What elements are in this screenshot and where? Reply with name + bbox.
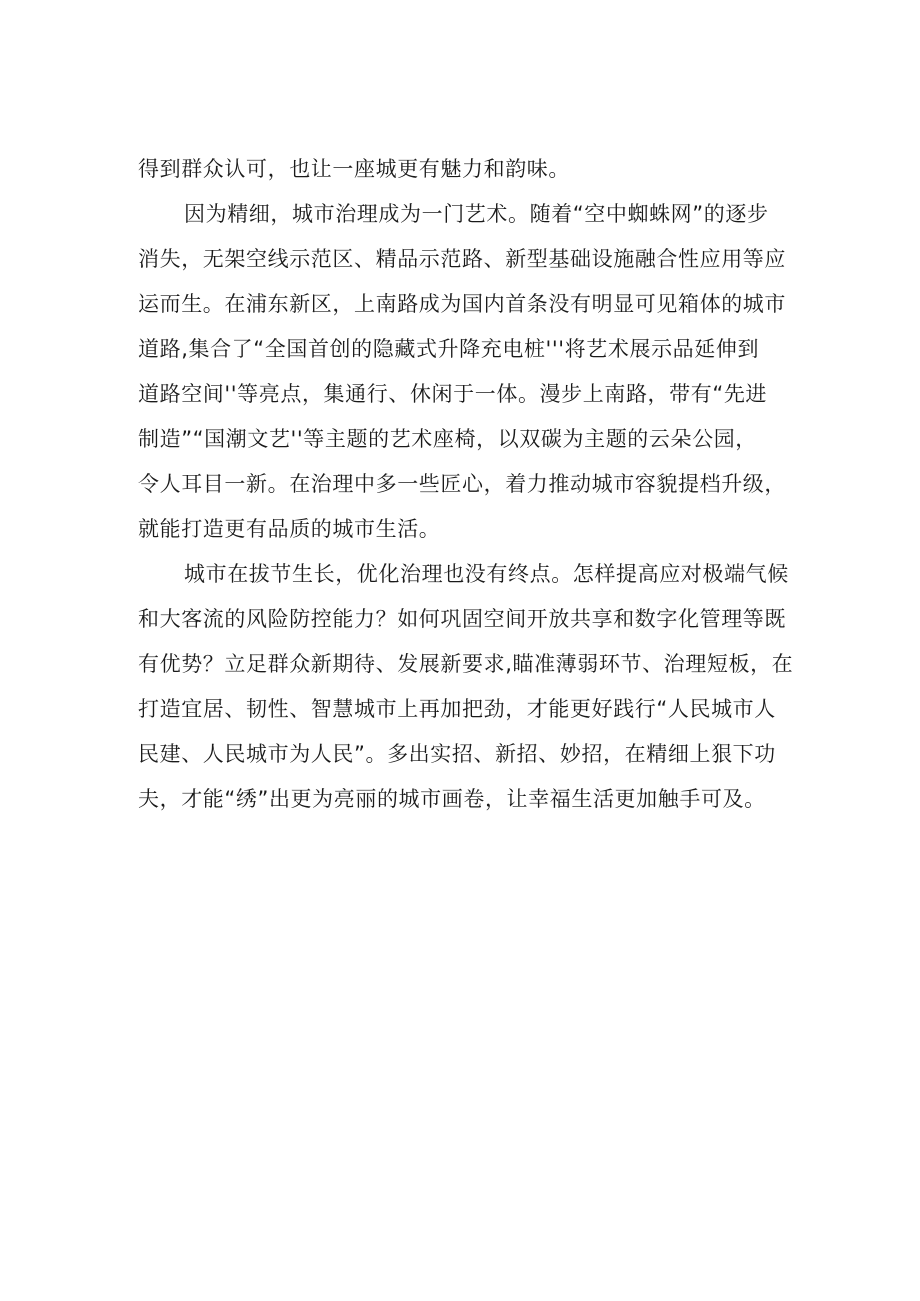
paragraph-2-line-7: 令人耳目一新。在治理中多一些匠心，着力推动城市容貌提档升级， [138, 472, 786, 496]
paragraph-2-line-4: 道路,集合了“全国首创的隐藏式升降充电桩'''将艺术展示品延伸到 [138, 337, 760, 361]
paragraph-2-line-3: 运而生。在浦东新区，上南路成为国内首条没有明显可见箱体的城市 [138, 292, 786, 316]
paragraph-3-line-6: 夫，才能“绣”出更为亮丽的城市画卷，让幸福生活更加触手可及。 [138, 787, 766, 811]
paragraph-2-line-8: 就能打造更有品质的城市生活。 [138, 517, 441, 541]
paragraph-2-line-2: 消失，无架空线示范区、精品示范路、新型基础设施融合性应用等应 [138, 247, 786, 271]
paragraph-3-line-5: 民建、人民城市为人民”。多出实招、新招、妙招，在精细上狠下功 [138, 742, 776, 766]
paragraph-3-line-3: 有优势？立足群众新期待、发展新要求,瞄准薄弱环节、治理短板，在 [138, 652, 794, 676]
paragraph-3-line-4: 打造宜居、韧性、智慧城市上再加把劲，才能更好践行“人民城市人 [138, 697, 776, 721]
paragraph-3-line-1: 城市在拔节生长，优化治理也没有终点。怎样提高应对极端气候 [184, 562, 789, 586]
paragraph-3-line-2: 和大客流的风险防控能力？如何巩固空间开放共享和数字化管理等既 [138, 607, 786, 631]
paragraph-1-line-1: 得到群众认可，也让一座城更有魅力和韵味。 [138, 157, 570, 181]
document-body [138, 147, 794, 822]
paragraph-2-line-6: 制造”“国潮文艺''等主题的艺术座椅，以双碳为主题的云朵公园， [138, 427, 757, 451]
paragraph-2-line-1: 因为精细，城市治理成为一门艺术。随着“空中蜘蛛网”的逐步 [184, 202, 769, 226]
paragraph-2-line-5: 道路空间''等亮点，集通行、休闲于一体。漫步上南路，带有“先进 [138, 382, 768, 406]
